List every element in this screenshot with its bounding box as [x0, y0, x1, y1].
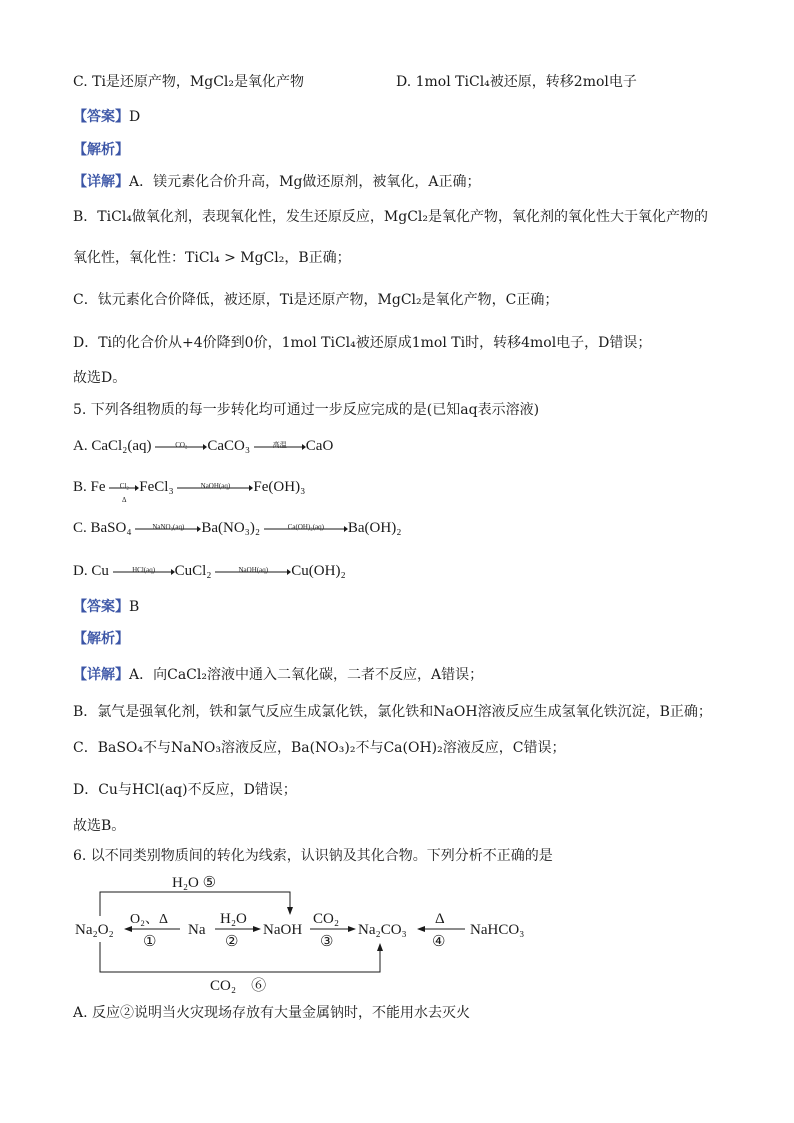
arrow-condition: 高温: [272, 440, 287, 449]
q5-explain-a: A．向CaCl₂溶液中通入二氧化碳，二者不反应，A错误；: [129, 667, 484, 683]
reaction-4-number: ④: [432, 934, 446, 950]
answer-value: D: [129, 109, 141, 125]
substance-na2o2: Na₂O₂: [75, 922, 114, 938]
option-letter: B.: [73, 479, 87, 495]
q6-option-a: A. 反应②说明当火灾现场存放有大量金属钠时，不能用水去灭火: [73, 1005, 471, 1021]
q4-option-d: D. 1mol TiCl₄被还原，转移2mol电子: [396, 74, 637, 90]
reaction-arrow: [177, 478, 253, 498]
substance: Fe: [90, 479, 106, 495]
reaction-4-condition: Δ: [435, 911, 445, 927]
q4-explain-c: C．钛元素化合价降低，被还原，Ti是还原产物，MgCl₂是氧化产物，C正确；: [73, 292, 559, 308]
q5-option-a: [73, 436, 333, 457]
substance: FeCl₃: [139, 479, 174, 495]
answer-tag: 【答案】: [73, 109, 129, 125]
option-letter: D.: [73, 563, 88, 579]
q6-stem: 6. 以不同类别物质间的转化为线索，认识钠及其化合物。下列分析不正确的是: [73, 848, 553, 864]
reaction-3-number: ③: [320, 934, 334, 950]
substance-na2co3: Na₂CO₃: [358, 922, 407, 938]
substance: CaCO₃: [207, 438, 251, 454]
substance: Ba(NO₃)₂: [201, 520, 261, 536]
substance: BaSO₄: [90, 520, 132, 536]
q4-detail-a: [73, 172, 481, 192]
reaction-1-condition: O₂、Δ: [130, 912, 168, 927]
q5-detail-a: [73, 665, 483, 685]
substance-na: Na: [188, 922, 206, 938]
q4-explain-a: A．镁元素化合价升高，Mg做还原剂，被氧化，A正确；: [129, 174, 481, 190]
reaction-5-label: H₂O ⑤: [172, 875, 217, 891]
arrow-condition: HCl(aq): [132, 565, 156, 574]
q5-option-c: [73, 518, 401, 539]
q5-explain-d: D．Cu与HCl(aq)不反应，D错误；: [73, 782, 297, 798]
arrow-condition: NaOH(aq): [238, 565, 269, 574]
q4-option-c: C. Ti是还原产物，MgCl₂是氧化产物: [73, 74, 305, 90]
reaction-3-reagent: CO₂: [313, 911, 340, 927]
detail-tag: 【详解】: [73, 174, 129, 190]
reaction-2-number: ②: [225, 934, 239, 950]
arrow-condition: Cl₂: [119, 481, 129, 490]
substance: Cu: [91, 563, 109, 579]
reaction-arrow: [135, 519, 201, 539]
reaction-6-label: CO₂ ⑥: [210, 978, 267, 994]
q5-answer-line: [73, 597, 139, 617]
reaction-arrow: [109, 478, 139, 504]
q5-stem: 5. 下列各组物质的每一步转化均可通过一步反应完成的是(已知aq表示溶液): [73, 402, 540, 418]
arrow-condition: NaNO₃(aq): [152, 522, 185, 531]
q4-explain-b1: B．TiCl₄做氧化剂，表现氧化性，发生还原反应，MgCl₂是氧化产物，氧化剂的氧化性大于氧化产物的: [73, 209, 709, 225]
reaction-arrow: [215, 562, 291, 582]
reaction-arrow: [264, 519, 348, 539]
substance: CuCl₂: [174, 563, 212, 579]
reaction-2-reagent: H₂O: [220, 911, 247, 927]
answer-tag: 【答案】: [73, 599, 129, 615]
substance: Fe(OH)₃: [253, 479, 306, 495]
analysis-tag: 【解析】: [73, 142, 129, 158]
q4-conclusion: 故选D。: [73, 370, 127, 386]
substance-naoh: NaOH: [263, 922, 303, 938]
reaction-arrow: [155, 437, 207, 457]
substance: Cu(OH)₂: [291, 563, 346, 579]
q5-explain-c: C．BaSO₄不与NaNO₃溶液反应，Ba(NO₃)₂不与Ca(OH)₂溶液反应，C错误；: [73, 740, 566, 756]
arrow-reaction-6: [100, 942, 380, 972]
substance: Ba(OH)₂: [347, 520, 402, 536]
q4-explain-b2: 氧化性，氧化性：TiCl₄ > MgCl₂，B正确；: [73, 250, 351, 266]
substance: CaCl₂(aq): [91, 438, 152, 454]
detail-tag: 【详解】: [73, 667, 129, 683]
arrow-condition: Ca(OH)₂(aq): [287, 522, 324, 531]
reaction-1-number: ①: [143, 934, 157, 950]
option-letter: A.: [73, 438, 88, 454]
answer-value: B: [129, 599, 140, 615]
q4-explain-d: D．Ti的化合价从+4价降到0价，1mol TiCl₄被还原成1mol Ti时，转移4mol电子，D错误；: [73, 335, 652, 351]
arrow-condition: NaOH(aq): [200, 481, 231, 490]
analysis-tag: 【解析】: [73, 631, 129, 647]
q5-option-d: [73, 561, 346, 582]
arrow-reaction-5: [100, 892, 290, 916]
substance: CaO: [305, 438, 334, 454]
q5-option-b: [73, 477, 306, 504]
option-letter: C.: [73, 520, 87, 536]
q5-explain-b: B．氯气是强氧化剂，铁和氯气反应生成氯化铁，氯化铁和NaOH溶液反应生成氢氧化铁沉淀，B正确；: [73, 704, 712, 720]
arrow-condition: CO₂: [175, 440, 188, 449]
q5-conclusion: 故选B。: [73, 818, 126, 834]
substance-nahco3: NaHCO₃: [470, 922, 525, 938]
q4-answer-line: [73, 107, 140, 127]
reaction-arrow: [113, 562, 175, 582]
arrow-condition-below: Δ: [122, 495, 127, 504]
reaction-arrow: [254, 437, 306, 457]
sodium-conversion-diagram: [70, 872, 540, 996]
